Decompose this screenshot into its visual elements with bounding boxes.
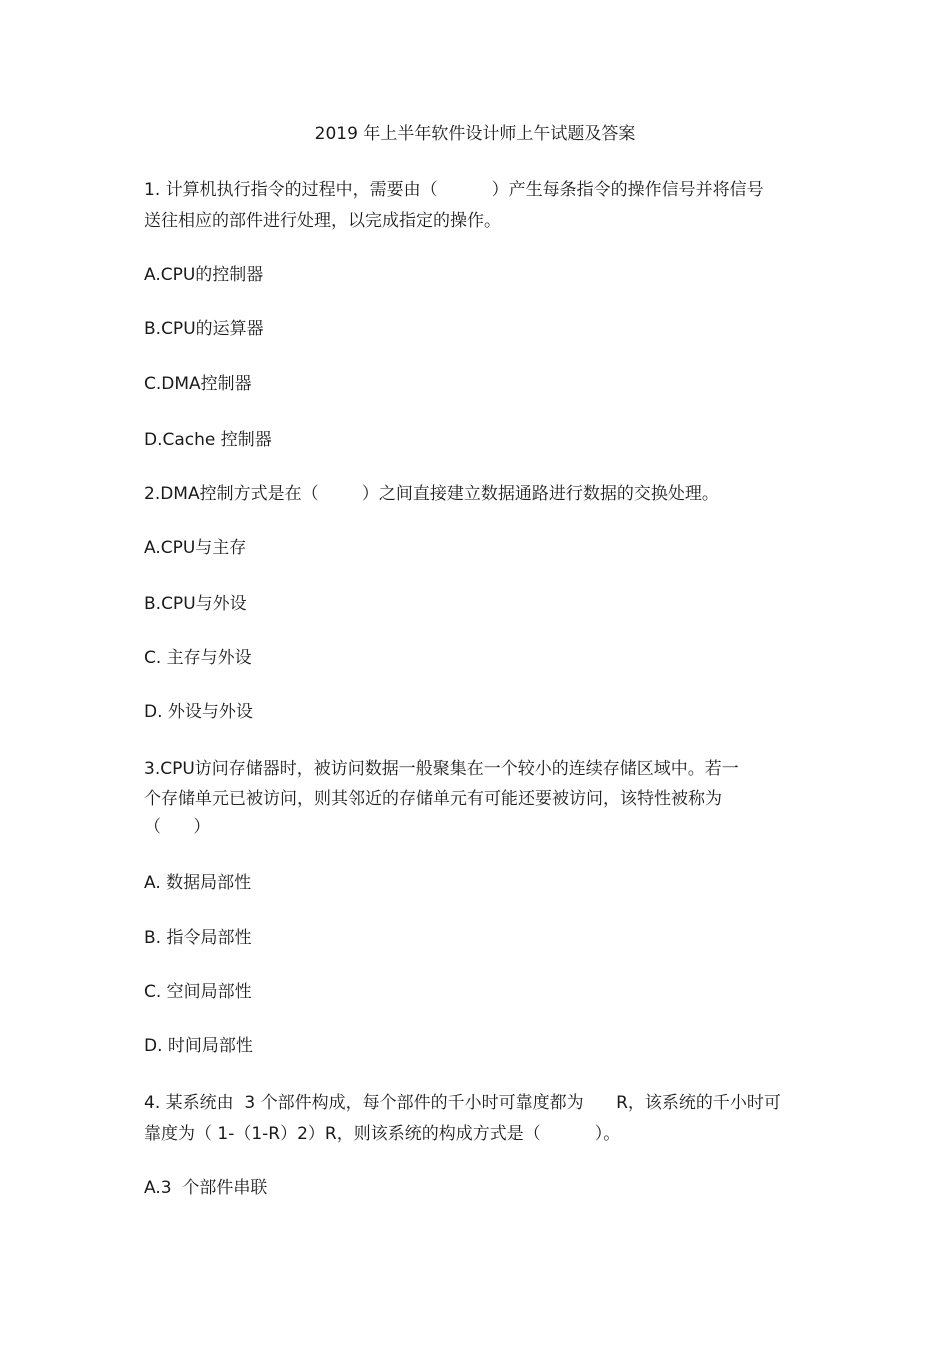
- question-1-option-d: D.Cache 控制器: [144, 430, 272, 450]
- question-4-option-a: A.3 个部件串联: [144, 1178, 268, 1198]
- question-3-stem-line-2: 个存储单元已被访问，则其邻近的存储单元有可能还要被访问，该特性被称为: [144, 789, 722, 809]
- question-2-option-d: D. 外设与外设: [144, 702, 253, 722]
- question-3-option-b: B. 指令局部性: [144, 928, 252, 948]
- question-3-option-a: A. 数据局部性: [144, 873, 252, 893]
- question-4-stem-line-2: 靠度为（ 1-（1-R）2）R，则该系统的构成方式是（ ）。: [144, 1124, 621, 1144]
- question-3-stem-line-1: 3.CPU访问存储器时，被访问数据一般聚集在一个较小的连续存储区域中。若一: [144, 759, 739, 779]
- question-1-option-a: A.CPU的控制器: [144, 265, 264, 285]
- question-1-stem-line-1: 1. 计算机执行指令的过程中，需要由（ ）产生每条指令的操作信号并将信号: [144, 180, 764, 200]
- question-2-stem-line-1: 2.DMA控制方式是在（ ）之间直接建立数据通路进行数据的交换处理。: [144, 484, 719, 504]
- question-2-option-c: C. 主存与外设: [144, 648, 252, 668]
- question-4-stem-line-1: 4. 某系统由 3 个部件构成，每个部件的千小时可靠度都为 R，该系统的千小时可: [144, 1093, 781, 1113]
- question-2-option-b: B.CPU与外设: [144, 594, 247, 614]
- page-title: 2019 年上半年软件设计师上午试题及答案: [314, 124, 636, 144]
- question-1-option-c: C.DMA控制器: [144, 374, 252, 394]
- question-3-option-d: D. 时间局部性: [144, 1036, 253, 1056]
- question-3-option-c: C. 空间局部性: [144, 982, 252, 1002]
- question-1-option-b: B.CPU的运算器: [144, 319, 264, 339]
- question-2-option-a: A.CPU与主存: [144, 538, 247, 558]
- question-1-stem-line-2: 送往相应的部件进行处理，以完成指定的操作。: [144, 211, 501, 231]
- question-3-stem-line-3: （ ）: [144, 817, 211, 837]
